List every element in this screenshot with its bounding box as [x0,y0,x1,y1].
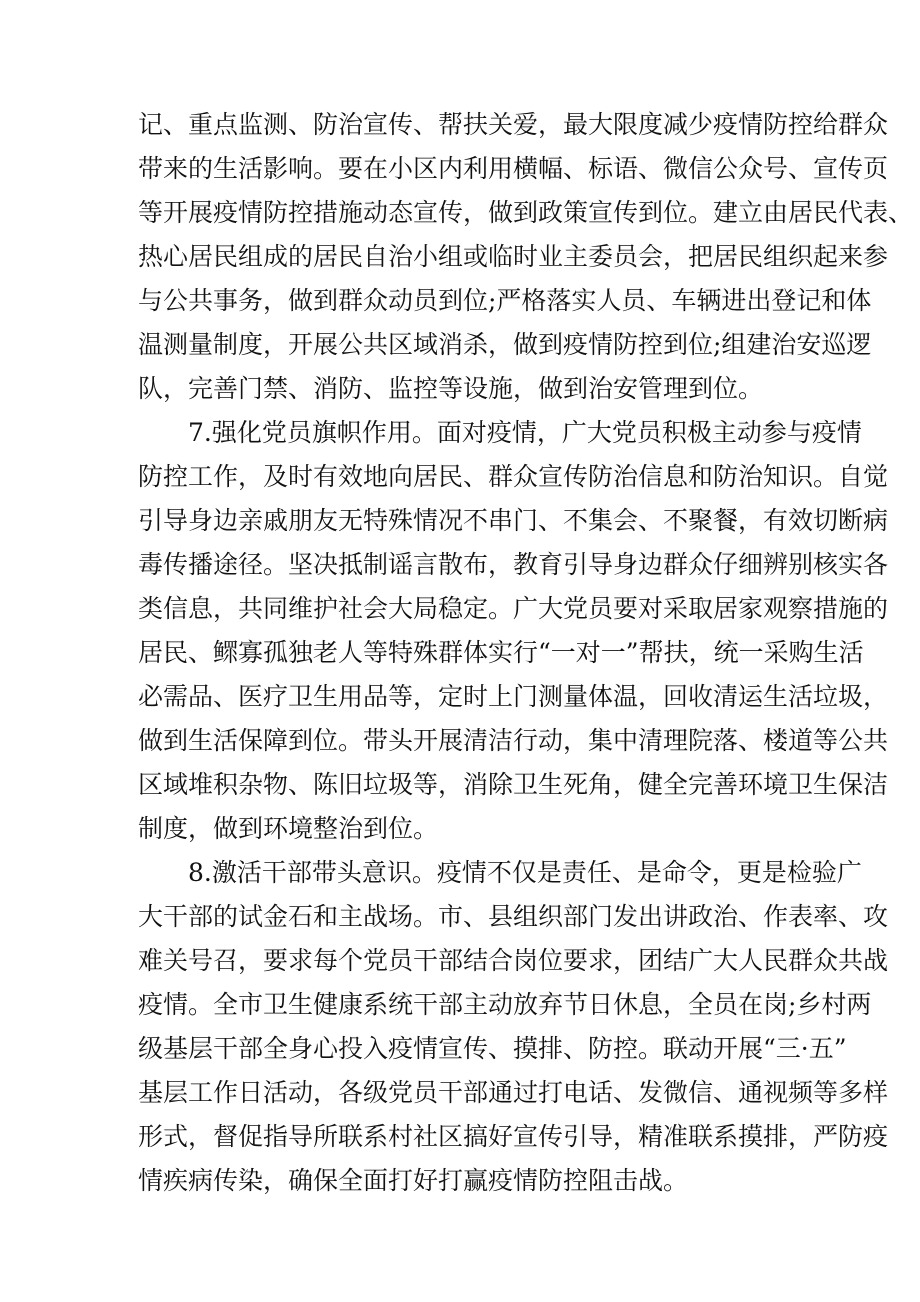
paragraph-line: 必需品、医疗卫生用品等，定时上门测量体温，回收清运生活垃圾， [138,682,889,711]
paragraph-line: 情疾病传染，确保全面打好打赢疫情防控阻击战。 [138,1166,689,1195]
paragraph-line: 等开展疫情防控措施动态宣传，做到政策宣传到位。建立由居民代表、 [138,198,914,227]
paragraph-line: 基层工作日活动，各级党员干部通过打电话、发微信、通视频等多样 [138,1078,889,1107]
paragraph-line: 区域堆积杂物、陈旧垃圾等，消除卫生死角，健全完善环境卫生保洁 [138,770,889,799]
paragraph-6-continued [138,103,914,411]
paragraph-line: 形式，督促指导所联系村社区搞好宣传引导，精准联系摸排，严防疫 [138,1122,889,1151]
paragraph-line: 与公共事务，做到群众动员到位;严格落实人员、车辆进出登记和体 [138,286,872,315]
paragraph-line: 居民、鳏寡孤独老人等特殊群体实行“一对一”帮扶，统一采购生活 [138,638,864,667]
paragraph-line: 队，完善门禁、消防、监控等设施，做到治安管理到位。 [138,374,764,403]
paragraph-line: 疫情。全市卫生健康系统干部主动放弃节日休息，全员在岗;乡村两 [138,990,872,1019]
paragraph-line: 类信息，共同维护社会大局稳定。广大党员要对采取居家观察措施的 [138,594,889,623]
paragraph-7 [138,411,889,851]
paragraph-line: 大干部的试金石和主战场。市、县组织部门发出讲政治、作表率、攻 [138,902,889,931]
paragraph-line: 记、重点监测、防治宣传、帮扶关爱，最大限度减少疫情防控给群众 [138,110,889,139]
paragraph-line: 带来的生活影响。要在小区内利用横幅、标语、微信公众号、宣传页 [138,154,889,183]
paragraph-line: 引导身边亲戚朋友无特殊情况不串门、不集会、不聚餐，有效切断病 [138,506,889,535]
paragraph-line: 热心居民组成的居民自治小组或临时业主委员会，把居民组织起来参 [138,242,889,271]
paragraph-heading-line: 7.强化党员旗帜作用。面对疫情，广大党员积极主动参与疫情 [188,418,862,447]
document-body [138,103,914,1203]
paragraph-line: 温测量制度，开展公共区域消杀，做到疫情防控到位;组建治安巡逻 [138,330,872,359]
paragraph-8 [138,851,889,1203]
paragraph-heading-line: 8.激活干部带头意识。疫情不仅是责任、是命令，更是检验广 [188,858,862,887]
paragraph-line: 毒传播途径。坚决抵制谣言散布，教育引导身边群众仔细辨别核实各 [138,550,889,579]
paragraph-line: 防控工作，及时有效地向居民、群众宣传防治信息和防治知识。自觉 [138,462,889,491]
paragraph-line: 制度，做到环境整治到位。 [138,814,439,843]
paragraph-line: 做到生活保障到位。带头开展清洁行动，集中清理院落、楼道等公共 [138,726,889,755]
paragraph-line: 难关号召，要求每个党员干部结合岗位要求，团结广大人民群众共战 [138,946,889,975]
paragraph-line: 级基层干部全身心投入疫情宣传、摸排、防控。联动开展“三·五” [138,1034,847,1063]
